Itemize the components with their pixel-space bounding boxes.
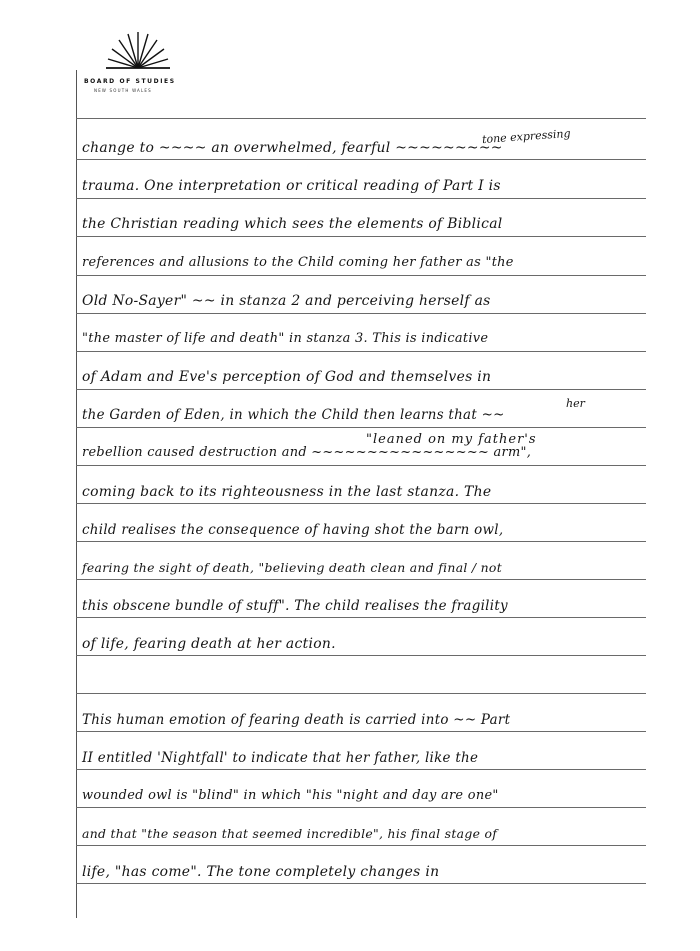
handwritten-line: II entitled 'Nightfall' to indicate that her father, like the xyxy=(82,750,479,766)
handwritten-line: wounded owl is "blind" in which "his "night and day are one" xyxy=(82,788,499,803)
ruled-line xyxy=(76,731,646,732)
ruled-line xyxy=(76,503,646,504)
ruled-line xyxy=(76,313,646,314)
ruled-line xyxy=(76,351,646,352)
ruled-line xyxy=(76,541,646,542)
ruled-line xyxy=(76,159,646,160)
handwritten-line: child realises the consequence of having shot the barn owl, xyxy=(82,522,504,538)
handwritten-line: coming back to its righteousness in the last stanza. The xyxy=(82,484,492,500)
handwritten-line: this obscene bundle of stuff". The child realises the fragility xyxy=(82,598,508,614)
ruled-line xyxy=(76,693,646,694)
sunburst-logo-icon xyxy=(106,28,170,74)
handwritten-line: This human emotion of fearing death is carried into ~~ Part xyxy=(82,712,511,728)
ruled-line xyxy=(76,389,646,390)
ruled-line xyxy=(76,427,646,428)
ruled-line xyxy=(76,655,646,656)
handwritten-line: of life, fearing death at her action. xyxy=(82,636,336,652)
ruled-line xyxy=(76,465,646,466)
logo-title: BOARD OF STUDIES xyxy=(84,78,176,85)
ruled-line xyxy=(76,617,646,618)
handwritten-line: life, "has come". The tone completely changes in xyxy=(82,864,440,880)
handwritten-line: trauma. One interpretation or critical reading of Part I is xyxy=(82,178,501,194)
insertion-text: "leaned on my father's xyxy=(366,432,537,447)
ruled-line xyxy=(76,845,646,846)
ruled-line xyxy=(76,275,646,276)
ruled-line xyxy=(76,198,646,199)
handwritten-line: "the master of life and death" in stanza 3. This is indicative xyxy=(82,331,489,346)
handwritten-line: of Adam and Eve's perception of God and themselves in xyxy=(82,369,492,385)
handwritten-line: references and allusions to the Child coming her father as "the xyxy=(82,255,514,270)
logo-subtitle: NEW SOUTH WALES xyxy=(94,88,152,93)
handwritten-line: the Christian reading which sees the elements of Biblical xyxy=(82,216,503,232)
handwritten-line: Old No-Sayer" ~~ in stanza 2 and perceiving herself as xyxy=(82,293,491,309)
insertion-text: tone expressing xyxy=(481,126,571,147)
ruled-line xyxy=(76,118,646,119)
handwritten-line: change to ~~~~ an overwhelmed, fearful ~~~~~~~~~ xyxy=(82,140,503,156)
ruled-line xyxy=(76,579,646,580)
ruled-line xyxy=(76,769,646,770)
insertion-text: her xyxy=(566,397,585,410)
ruled-line xyxy=(76,236,646,237)
handwritten-line: and that "the season that seemed incredible", his final stage of xyxy=(82,826,498,841)
handwritten-line: the Garden of Eden, in which the Child then learns that ~~ xyxy=(82,407,505,423)
handwritten-line: fearing the sight of death, "believing death clean and final / not xyxy=(82,560,502,575)
board-of-studies-logo xyxy=(84,28,204,98)
handwritten-line: rebellion caused destruction and ~~~~~~~~~~~~~~~~ arm", xyxy=(82,445,532,460)
ruled-line xyxy=(76,883,646,884)
ruled-line xyxy=(76,807,646,808)
